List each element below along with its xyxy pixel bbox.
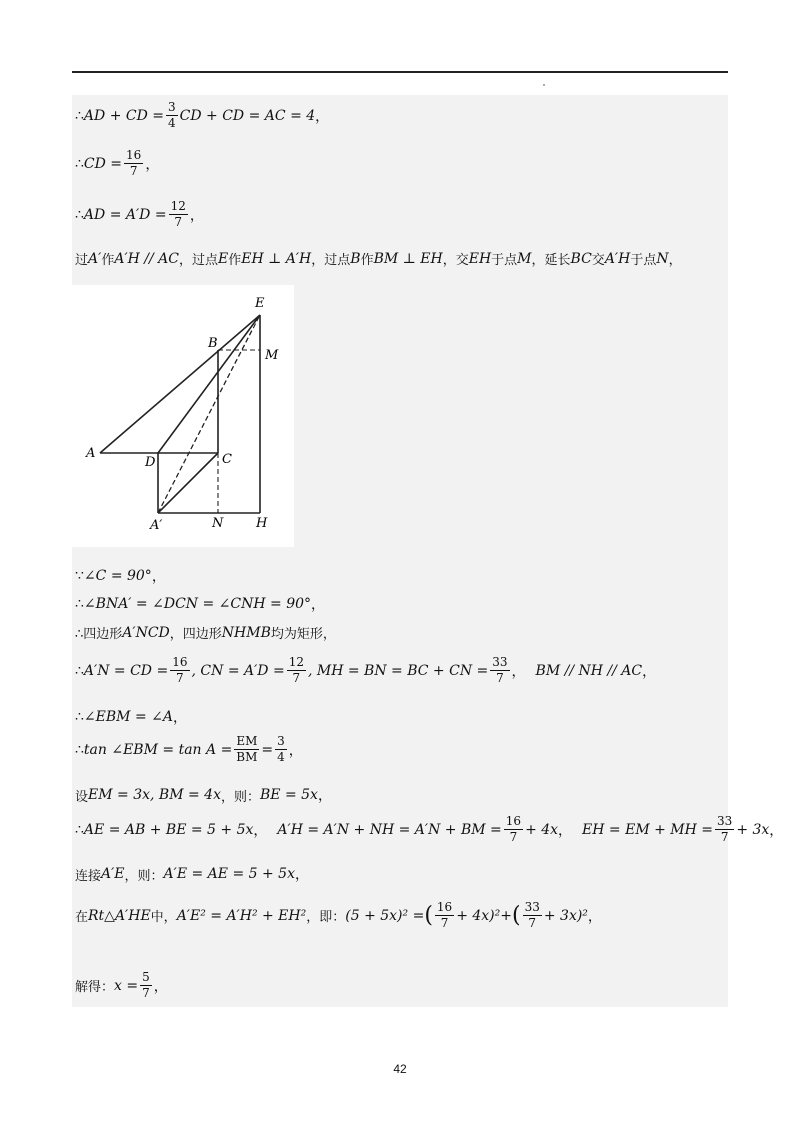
line-7: ∴四边形 A′NCD ，四边形 NHMB 均为矩形， <box>75 624 336 642</box>
fraction: $\frac{EM}{BM}$ <box>236 734 258 764</box>
line-15: 解得： x = $\frac{5}{7}$ ， <box>75 970 168 1000</box>
fraction: $\frac{3}{4}$ <box>168 100 176 130</box>
label-b: B <box>208 336 218 351</box>
line-9: ∴ ∠EBM = ∠A ， <box>75 709 187 726</box>
line-12: ∴ AE = AB + BE = 5 + 5x ， A′H = A′N + NH = A′N + BM = $\frac{16}{7}$ + 4x ， EH = EM + MH = $\frac{33}{7}$ + 3x ， <box>75 814 784 844</box>
fraction: $\frac{33}{7}$ <box>492 655 508 685</box>
fraction: $\frac{33}{7}$ <box>524 900 540 930</box>
geometry-diagram <box>72 285 294 547</box>
line-11: 设 EM = 3x, BM = 4x ，则： BE = 5x ， <box>75 787 332 805</box>
line-1: ∴ AD + CD = $\frac{3}{4}$ CD + CD = AC = 4 ， <box>75 100 330 130</box>
expr: AD + CD = <box>83 107 165 124</box>
fraction: $\frac{12}{7}$ <box>170 199 186 229</box>
segment-ae <box>100 315 260 453</box>
label-n: N <box>212 516 224 531</box>
geometry-figure <box>72 285 294 547</box>
label-e: E <box>255 296 265 311</box>
segment-fold-dashed <box>158 330 252 513</box>
line-13: 连接 A′E ，则： A′E = AE = 5 + 5x ， <box>75 866 309 884</box>
header-rule <box>72 71 728 73</box>
fraction: $\frac{16}{7}$ <box>436 900 453 930</box>
fraction: $\frac{16}{7}$ <box>126 148 142 178</box>
segment-ac-diag <box>158 453 218 513</box>
label-a: A <box>86 446 96 461</box>
line-3: ∴ AD = A′D = $\frac{12}{7}$ ， <box>75 199 204 229</box>
line-6: ∴ ∠BNA′ = ∠DCN = ∠CNH = 90° ， <box>75 596 326 613</box>
line-8: ∴ A′N = CD = $\frac{16}{7}$ , CN = A′D = $\frac{12}{7}$ , MH = BN = BC + CN = $\frac{33}{7}$ ， BM // NH // AC ， <box>75 655 657 685</box>
speck <box>543 84 545 86</box>
label-d: D <box>145 455 156 470</box>
fraction: $\frac{33}{7}$ <box>717 814 733 844</box>
fraction: $\frac{5}{7}$ <box>142 970 150 1000</box>
line-4: 过 A′ 作 A′H // AC ，过点 E 作 EH ⊥ A′H ，过点 B 作 BM ⊥ EH ，交 EH 于点 M ，延长 BC 交 A′H 于点 N ， <box>75 250 682 268</box>
label-c: C <box>222 452 232 467</box>
fraction: $\frac{3}{4}$ <box>277 734 285 764</box>
page-number: 42 <box>393 1062 407 1076</box>
expr: CD + CD = AC = 4 <box>179 107 316 124</box>
fraction: $\frac{16}{7}$ <box>172 655 188 685</box>
therefore-symbol: ∴ <box>75 107 84 124</box>
label-h: H <box>256 516 268 531</box>
line-2: ∴ CD = $\frac{16}{7}$ ， <box>75 148 160 178</box>
label-m: M <box>265 348 279 363</box>
line-14: 在 Rt△A′HE 中， A′E² = A′H² + EH² ，即： (5 + 5x)² = ( $\frac{16}{7}$ + 4x)² + ( $\frac{33}{7}$ + 3x)² ， <box>75 900 602 930</box>
fraction: $\frac{16}{7}$ <box>505 814 522 844</box>
line-5: ∵ ∠C = 90° ， <box>75 568 166 585</box>
fraction: $\frac{12}{7}$ <box>288 655 304 685</box>
line-10: ∴ tan ∠EBM = tan A = $\frac{EM}{BM}$ = $\frac{3}{4}$ ， <box>75 734 303 764</box>
label-a-prime: A′ <box>150 518 163 533</box>
